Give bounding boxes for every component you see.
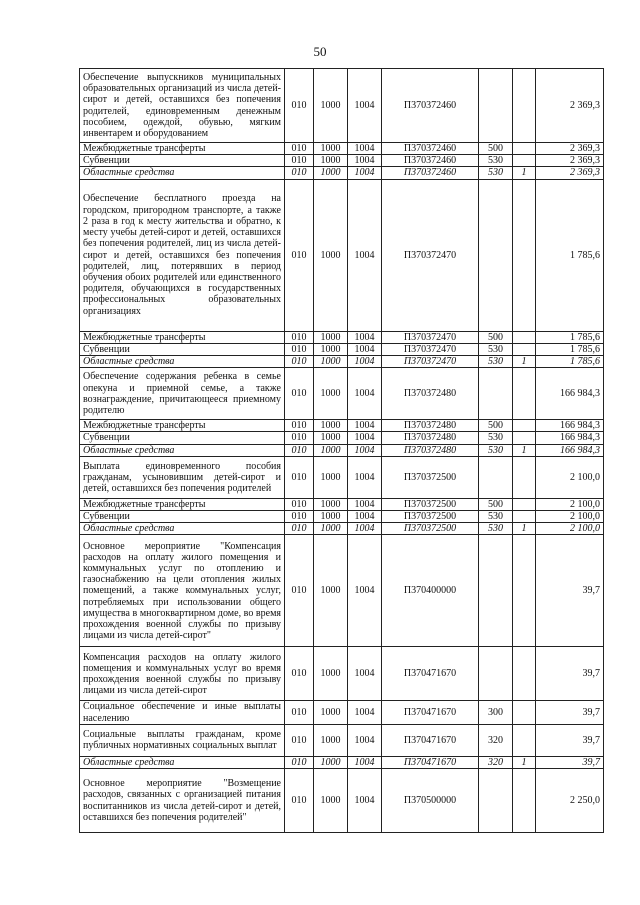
target-article-cell: П370372460 (382, 69, 479, 143)
col-b-cell: 1000 (314, 331, 348, 343)
col-a-cell: 010 (285, 701, 314, 724)
table-row (80, 331, 604, 343)
expense-type-cell: 530 (479, 444, 513, 456)
expense-type-cell: 500 (479, 420, 513, 432)
source-cell: 1 (513, 167, 536, 179)
target-article-cell: П370372480 (382, 420, 479, 432)
col-a-cell: 010 (285, 456, 314, 498)
table-row (80, 456, 604, 498)
target-article-cell: П370372500 (382, 498, 479, 510)
source-cell: 1 (513, 756, 536, 768)
table-row (80, 769, 604, 833)
col-c-cell: 1004 (348, 456, 382, 498)
amount-cell: 2 100,0 (536, 498, 604, 510)
col-b-cell: 1000 (314, 420, 348, 432)
col-a-cell: 010 (285, 756, 314, 768)
source-cell (513, 432, 536, 444)
row-name-cell: Обеспечение бесплатного проезда на городском, пригородном транспорте, а также 2 раза в год к месту жительства и обратно, к месту учебы детей-сирот и детей, оставшихся без попечения родителей, лиц из числа детей-сирот и детей, оставшихся без попечения родителей, лиц, потерявших в период обучения обоих родителей или единственного родителя, обучающихся в государственных профессиональных образовательных организациях (80, 179, 285, 331)
amount-cell: 166 984,3 (536, 368, 604, 420)
amount-cell: 166 984,3 (536, 444, 604, 456)
col-a-cell: 010 (285, 179, 314, 331)
col-c-cell: 1004 (348, 167, 382, 179)
col-c-cell: 1004 (348, 511, 382, 523)
col-c-cell: 1004 (348, 179, 382, 331)
col-c-cell: 1004 (348, 523, 382, 535)
expense-type-cell (479, 368, 513, 420)
col-b-cell: 1000 (314, 69, 348, 143)
col-b-cell: 1000 (314, 155, 348, 167)
amount-cell: 2 250,0 (536, 769, 604, 833)
row-name-cell: Межбюджетные трансферты (80, 498, 285, 510)
col-a-cell: 010 (285, 167, 314, 179)
target-article-cell: П370500000 (382, 769, 479, 833)
expense-type-cell: 320 (479, 724, 513, 756)
source-cell (513, 155, 536, 167)
col-c-cell: 1004 (348, 368, 382, 420)
amount-cell: 2 369,3 (536, 167, 604, 179)
target-article-cell: П370372500 (382, 511, 479, 523)
row-name-cell: Обеспечение выпускников муниципальных образовательных организаций из числа детей-сирот и детей, оставшихся без попечения родителей, единовременным денежным пособием, одеждой, обувью, мягким инвентарем и оборудованием (80, 69, 285, 143)
amount-cell: 1 785,6 (536, 343, 604, 355)
row-name-cell: Субвенции (80, 343, 285, 355)
col-b-cell: 1000 (314, 511, 348, 523)
target-article-cell: П370372500 (382, 456, 479, 498)
target-article-cell: П370372470 (382, 343, 479, 355)
expense-type-cell: 530 (479, 155, 513, 167)
col-b-cell: 1000 (314, 432, 348, 444)
col-c-cell: 1004 (348, 444, 382, 456)
col-c-cell: 1004 (348, 331, 382, 343)
expense-type-cell (479, 535, 513, 647)
row-name-cell: Межбюджетные трансферты (80, 331, 285, 343)
col-c-cell: 1004 (348, 756, 382, 768)
col-c-cell: 1004 (348, 535, 382, 647)
table-row (80, 444, 604, 456)
table-row (80, 143, 604, 155)
source-cell (513, 331, 536, 343)
row-name-cell: Основное мероприятие "Возмещение расходов, связанных с организацией питания воспитанников из числа детей-сирот и детей, оставшихся без попечения родителей" (80, 769, 285, 833)
expense-type-cell (479, 769, 513, 833)
col-b-cell: 1000 (314, 498, 348, 510)
amount-cell: 166 984,3 (536, 432, 604, 444)
col-a-cell: 010 (285, 420, 314, 432)
col-b-cell: 1000 (314, 647, 348, 701)
table-row (80, 179, 604, 331)
amount-cell: 2 100,0 (536, 523, 604, 535)
source-cell (513, 498, 536, 510)
expense-type-cell: 300 (479, 701, 513, 724)
expense-type-cell: 320 (479, 756, 513, 768)
amount-cell: 1 785,6 (536, 179, 604, 331)
col-b-cell: 1000 (314, 523, 348, 535)
table-row (80, 756, 604, 768)
col-a-cell: 010 (285, 356, 314, 368)
expense-type-cell: 500 (479, 498, 513, 510)
target-article-cell: П370372470 (382, 331, 479, 343)
source-cell: 1 (513, 523, 536, 535)
table-row (80, 498, 604, 510)
col-c-cell: 1004 (348, 356, 382, 368)
col-b-cell: 1000 (314, 356, 348, 368)
col-a-cell: 010 (285, 724, 314, 756)
expense-type-cell (479, 647, 513, 701)
budget-table (79, 68, 604, 833)
col-a-cell: 010 (285, 769, 314, 833)
amount-cell: 39,7 (536, 724, 604, 756)
col-b-cell: 1000 (314, 444, 348, 456)
expense-type-cell: 530 (479, 356, 513, 368)
col-c-cell: 1004 (348, 769, 382, 833)
amount-cell: 166 984,3 (536, 420, 604, 432)
source-cell (513, 420, 536, 432)
table-row (80, 535, 604, 647)
row-name-cell: Социальное обеспечение и иные выплаты населению (80, 701, 285, 724)
col-b-cell: 1000 (314, 756, 348, 768)
col-a-cell: 010 (285, 432, 314, 444)
target-article-cell: П370471670 (382, 647, 479, 701)
expense-type-cell: 530 (479, 432, 513, 444)
col-b-cell: 1000 (314, 724, 348, 756)
expense-type-cell: 530 (479, 523, 513, 535)
col-c-cell: 1004 (348, 143, 382, 155)
amount-cell: 2 369,3 (536, 155, 604, 167)
amount-cell: 2 369,3 (536, 69, 604, 143)
expense-type-cell (479, 179, 513, 331)
amount-cell: 39,7 (536, 756, 604, 768)
page-number: 50 (313, 44, 327, 59)
target-article-cell: П370471670 (382, 756, 479, 768)
source-cell (513, 143, 536, 155)
expense-type-cell: 530 (479, 167, 513, 179)
col-a-cell: 010 (285, 69, 314, 143)
col-a-cell: 010 (285, 535, 314, 647)
amount-cell: 1 785,6 (536, 356, 604, 368)
source-cell (513, 69, 536, 143)
col-c-cell: 1004 (348, 647, 382, 701)
col-c-cell: 1004 (348, 155, 382, 167)
row-name-cell: Субвенции (80, 511, 285, 523)
col-b-cell: 1000 (314, 179, 348, 331)
row-name-cell: Областные средства (80, 167, 285, 179)
table-row (80, 69, 604, 143)
table-row (80, 432, 604, 444)
col-b-cell: 1000 (314, 167, 348, 179)
row-name-cell: Обеспечение содержания ребенка в семье опекуна и приемной семье, а также вознаграждение, причитающееся приемному родителю (80, 368, 285, 420)
col-a-cell: 010 (285, 511, 314, 523)
row-name-cell: Межбюджетные трансферты (80, 143, 285, 155)
col-c-cell: 1004 (348, 420, 382, 432)
target-article-cell: П370372470 (382, 356, 479, 368)
source-cell (513, 535, 536, 647)
source-cell (513, 179, 536, 331)
table-row (80, 701, 604, 724)
col-b-cell: 1000 (314, 456, 348, 498)
table-row (80, 420, 604, 432)
col-a-cell: 010 (285, 143, 314, 155)
col-b-cell: 1000 (314, 701, 348, 724)
col-a-cell: 010 (285, 523, 314, 535)
amount-cell: 1 785,6 (536, 331, 604, 343)
col-c-cell: 1004 (348, 724, 382, 756)
source-cell (513, 769, 536, 833)
col-c-cell: 1004 (348, 498, 382, 510)
col-a-cell: 010 (285, 647, 314, 701)
expense-type-cell: 500 (479, 143, 513, 155)
col-b-cell: 1000 (314, 535, 348, 647)
col-c-cell: 1004 (348, 343, 382, 355)
row-name-cell: Субвенции (80, 155, 285, 167)
table-row (80, 724, 604, 756)
row-name-cell: Межбюджетные трансферты (80, 420, 285, 432)
source-cell: 1 (513, 356, 536, 368)
table-row (80, 356, 604, 368)
col-a-cell: 010 (285, 343, 314, 355)
target-article-cell: П370372480 (382, 368, 479, 420)
table-row (80, 368, 604, 420)
row-name-cell: Областные средства (80, 356, 285, 368)
source-cell (513, 368, 536, 420)
col-c-cell: 1004 (348, 432, 382, 444)
target-article-cell: П370372500 (382, 523, 479, 535)
source-cell (513, 456, 536, 498)
table-row (80, 155, 604, 167)
source-cell (513, 343, 536, 355)
col-c-cell: 1004 (348, 701, 382, 724)
table-row (80, 647, 604, 701)
table-row (80, 167, 604, 179)
source-cell (513, 701, 536, 724)
col-b-cell: 1000 (314, 368, 348, 420)
source-cell (513, 647, 536, 701)
expense-type-cell: 530 (479, 511, 513, 523)
target-article-cell: П370400000 (382, 535, 479, 647)
target-article-cell: П370372460 (382, 155, 479, 167)
expense-type-cell: 500 (479, 331, 513, 343)
table-row (80, 523, 604, 535)
source-cell: 1 (513, 444, 536, 456)
col-a-cell: 010 (285, 498, 314, 510)
row-name-cell: Социальные выплаты гражданам, кроме публичных нормативных социальных выплат (80, 724, 285, 756)
col-c-cell: 1004 (348, 69, 382, 143)
row-name-cell: Областные средства (80, 444, 285, 456)
row-name-cell: Областные средства (80, 523, 285, 535)
row-name-cell: Компенсация расходов на оплату жилого помещения и коммунальных услуг во время прохождения военной службы по призыву лицами из числа детей-сирот (80, 647, 285, 701)
target-article-cell: П370372460 (382, 167, 479, 179)
amount-cell: 2 369,3 (536, 143, 604, 155)
col-a-cell: 010 (285, 368, 314, 420)
table-row (80, 343, 604, 355)
target-article-cell: П370372480 (382, 444, 479, 456)
amount-cell: 39,7 (536, 701, 604, 724)
amount-cell: 39,7 (536, 535, 604, 647)
target-article-cell: П370372460 (382, 143, 479, 155)
col-a-cell: 010 (285, 155, 314, 167)
source-cell (513, 724, 536, 756)
row-name-cell: Субвенции (80, 432, 285, 444)
col-a-cell: 010 (285, 444, 314, 456)
col-b-cell: 1000 (314, 769, 348, 833)
amount-cell: 2 100,0 (536, 456, 604, 498)
expense-type-cell (479, 69, 513, 143)
col-b-cell: 1000 (314, 143, 348, 155)
col-b-cell: 1000 (314, 343, 348, 355)
row-name-cell: Основное мероприятие "Компенсация расходов на оплату жилого помещения и коммунальных услуг по отоплению и газоснабжению на цели отопления жилых помещений, а также коммунальных услуг, потребляемых при использовании общего имущества в многоквартирном доме, во время прохождения военной службы по призыву лицами из числа детей-сирот" (80, 535, 285, 647)
target-article-cell: П370372480 (382, 432, 479, 444)
amount-cell: 39,7 (536, 647, 604, 701)
target-article-cell: П370372470 (382, 179, 479, 331)
col-a-cell: 010 (285, 331, 314, 343)
target-article-cell: П370471670 (382, 701, 479, 724)
expense-type-cell (479, 456, 513, 498)
row-name-cell: Областные средства (80, 756, 285, 768)
table-row (80, 511, 604, 523)
target-article-cell: П370471670 (382, 724, 479, 756)
row-name-cell: Выплата единовременного пособия гражданам, усыновившим детей-сирот и детей, оставшихся без попечения родителей (80, 456, 285, 498)
source-cell (513, 511, 536, 523)
amount-cell: 2 100,0 (536, 511, 604, 523)
expense-type-cell: 530 (479, 343, 513, 355)
